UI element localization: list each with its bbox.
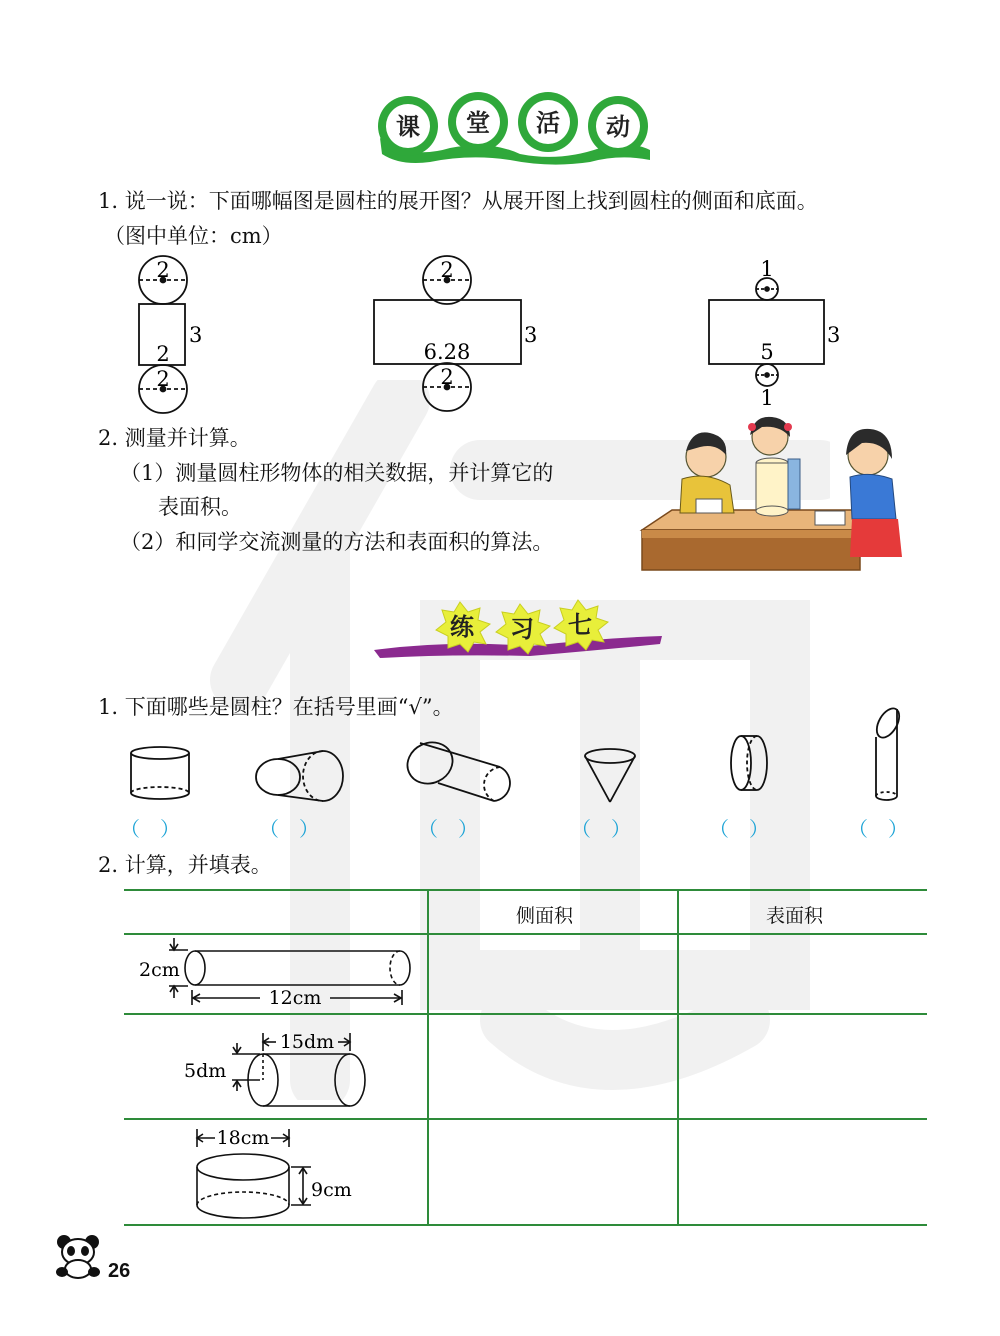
row3-height-label: 9cm <box>311 1179 352 1201</box>
cell-row1-surface[interactable] <box>680 936 926 1012</box>
answer-paren-3[interactable]: （ ） <box>418 817 478 841</box>
banner2-char: 习 <box>510 615 534 643</box>
net2-top-diameter: 2 <box>440 258 454 282</box>
shape-3-cylinder <box>401 735 510 801</box>
banner1-char: 堂 <box>466 109 490 137</box>
question-2-item-1: （1）测量圆柱形物体的相关数据，并计算它的 <box>120 461 554 485</box>
banner2-char: 练 <box>450 613 474 641</box>
net1-bottom-diameter: 2 <box>156 367 170 391</box>
banner-classroom-activity <box>370 88 660 168</box>
row1-cylinder-figure <box>130 930 425 1010</box>
answer-paren-4[interactable]: （ ） <box>571 817 631 841</box>
banner1-char: 动 <box>606 113 630 141</box>
question-2-item-1-cont: 表面积。 <box>158 495 242 519</box>
net1-rect-width: 2 <box>156 342 170 366</box>
cell-row2-surface[interactable] <box>680 1016 926 1117</box>
net1-rect-height: 3 <box>189 323 203 347</box>
net-figure-3 <box>709 278 824 386</box>
panda-mascot-icon <box>50 1232 106 1280</box>
cell-row2-lateral[interactable] <box>430 1016 676 1117</box>
question-2-title: 2. 测量并计算。 <box>98 426 251 450</box>
question-2-item-2: （2）和同学交流测量的方法和表面积的算法。 <box>120 530 554 554</box>
banner1-char: 活 <box>536 109 560 137</box>
net3-bottom-diameter: 1 <box>760 386 774 410</box>
row3-diameter-label: 18cm <box>216 1127 270 1149</box>
cell-row3-surface[interactable] <box>680 1121 926 1223</box>
answer-paren-2[interactable]: （ ） <box>259 817 319 841</box>
header-lateral-area: 侧面积 <box>516 905 574 927</box>
question-1-unit: （图中单位：cm） <box>104 224 283 248</box>
cell-row3-lateral[interactable] <box>430 1121 676 1223</box>
exercise-question-1-text: 1. 下面哪些是圆柱？在括号里画“√”。 <box>98 695 454 719</box>
page-number: 26 <box>108 1260 131 1282</box>
solid-shapes-row <box>120 705 940 815</box>
children-measuring-illustration <box>630 415 910 575</box>
banner2-char: 七 <box>568 611 592 639</box>
banner-exercise-seven <box>370 598 670 668</box>
answer-paren-6[interactable]: （ ） <box>848 817 908 841</box>
cell-row1-lateral[interactable] <box>430 936 676 1012</box>
net1-top-diameter: 2 <box>156 258 170 282</box>
row3-cylinder-figure <box>185 1125 425 1225</box>
shape-5-cylinder <box>731 736 767 790</box>
cylinder-nets <box>120 255 860 415</box>
shape-6-slanted-cylinder <box>872 705 904 800</box>
answer-paren-5[interactable]: （ ） <box>709 817 769 841</box>
header-surface-area: 表面积 <box>766 905 824 927</box>
banner1-char: 课 <box>396 113 420 141</box>
net3-rect-width: 5 <box>760 340 774 364</box>
exercise-question-2-text: 2. 计算，并填表。 <box>98 853 272 877</box>
row2-cylinder-figure <box>180 1025 425 1115</box>
net2-bottom-diameter: 2 <box>440 365 454 389</box>
shape-4-cone <box>585 749 635 802</box>
row1-diameter-label: 2cm <box>139 959 180 981</box>
shape-2-cylinder <box>256 751 343 801</box>
net2-rect-width: 6.28 <box>423 340 471 364</box>
row2-diameter-label: 5dm <box>184 1060 227 1082</box>
row2-length-label: 15dm <box>279 1031 335 1053</box>
shape-1-cylinder <box>131 747 189 799</box>
net2-rect-height: 3 <box>524 323 538 347</box>
net3-rect-height: 3 <box>827 323 841 347</box>
net3-top-diameter: 1 <box>760 257 774 281</box>
answer-paren-1[interactable]: （ ） <box>120 817 180 841</box>
question-1-text: 1. 说一说：下面哪幅图是圆柱的展开图？从展开图上找到圆柱的侧面和底面。 <box>98 189 818 213</box>
row1-length-label: 12cm <box>268 987 322 1009</box>
